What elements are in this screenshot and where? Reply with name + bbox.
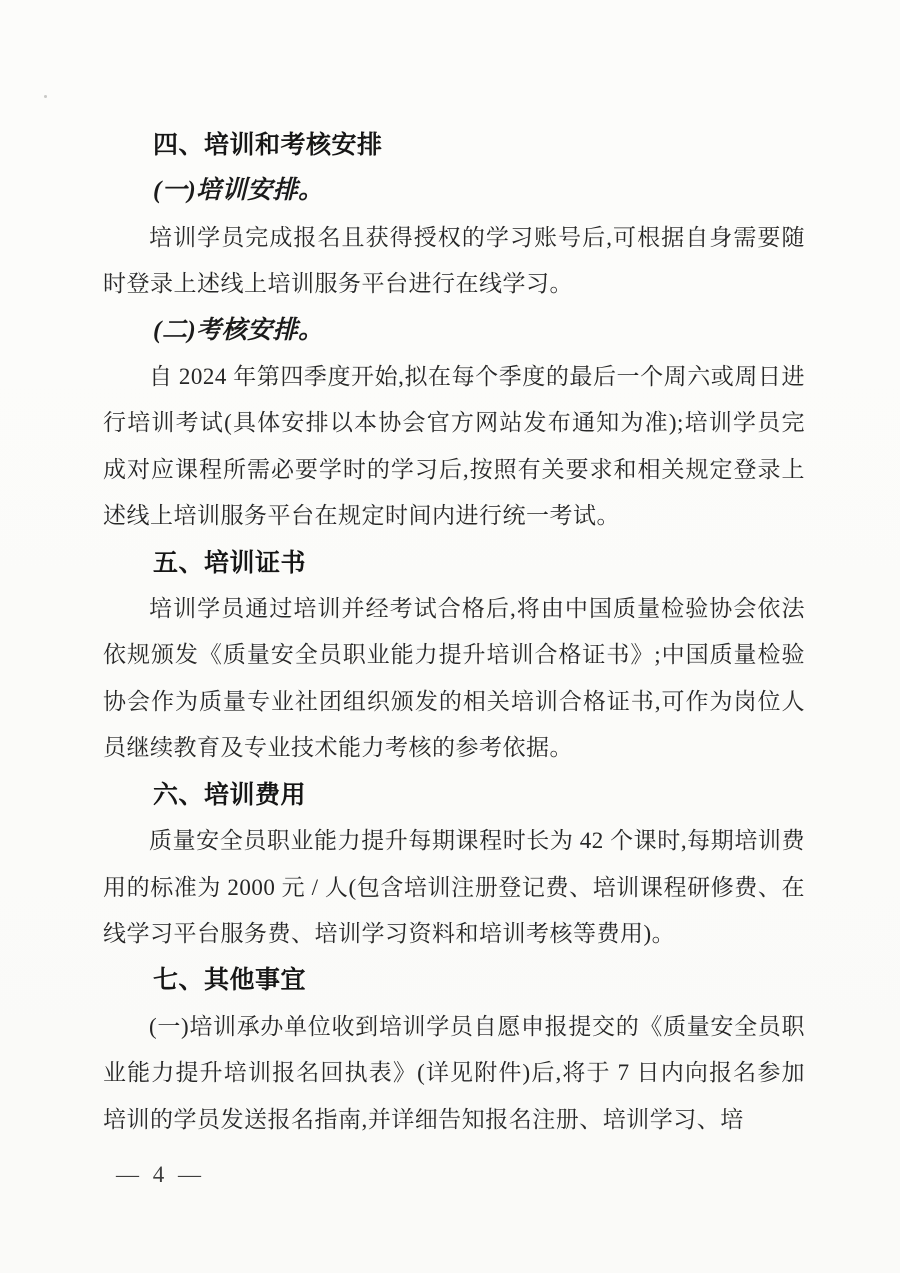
document-body	[103, 122, 805, 1143]
paragraph-training-fee: 质量安全员职业能力提升每期课程时长为 42 个课时,每期培训费用的标准为 2000 元 / 人(包含培训注册登记费、培训课程研修费、在线学习平台服务费、培训学习资料和培训考核等费用)。	[103, 828, 805, 946]
subheading-training-arrangement: (一)培训安排。	[153, 177, 324, 205]
section-heading-training-and-assessment: 四、培训和考核安排	[153, 131, 383, 159]
section-heading-training-certificate: 五、培训证书	[153, 548, 307, 577]
paragraph-assessment-arrangement: 自 2024 年第四季度开始,拟在每个季度的最后一个周六或周日进行培训考试(具体安排以本协会官方网站发布通知为准);培训学员完成对应课程所需必要学时的学习后,按照有关要求和相关规定登录上述线上培训服务平台在规定时间内进行统一考试。	[103, 364, 805, 529]
paragraph-training-certificate: 培训学员通过培训并经考试合格后,将由中国质量检验协会依法依规颁发《质量安全员职业能力提升培训合格证书》;中国质量检验协会作为质量专业社团组织颁发的相关培训合格证书,可作为岗位人员继续教育及专业技术能力考核的参考依据。	[103, 596, 805, 761]
scan-speck	[44, 95, 47, 98]
subheading-assessment-arrangement: (二)考核安排。	[153, 316, 324, 344]
paragraph-other-matters: (一)培训承办单位收到培训学员自愿申报提交的《质量安全员职业能力提升培训报名回执表》(详见附件)后,将于 7 日内向报名参加培训的学员发送报名指南,并详细告知报名注册、培训学习、培	[103, 1013, 805, 1132]
page-number: — 4 —	[116, 1162, 205, 1187]
paragraph-training-arrangement: 培训学员完成报名且获得授权的学习账号后,可根据自身需要随时登录上述线上培训服务平台进行在线学习。	[103, 224, 805, 297]
section-heading-other-matters: 七、其他事宜	[153, 966, 307, 995]
section-heading-training-fee: 六、培训费用	[153, 780, 307, 809]
